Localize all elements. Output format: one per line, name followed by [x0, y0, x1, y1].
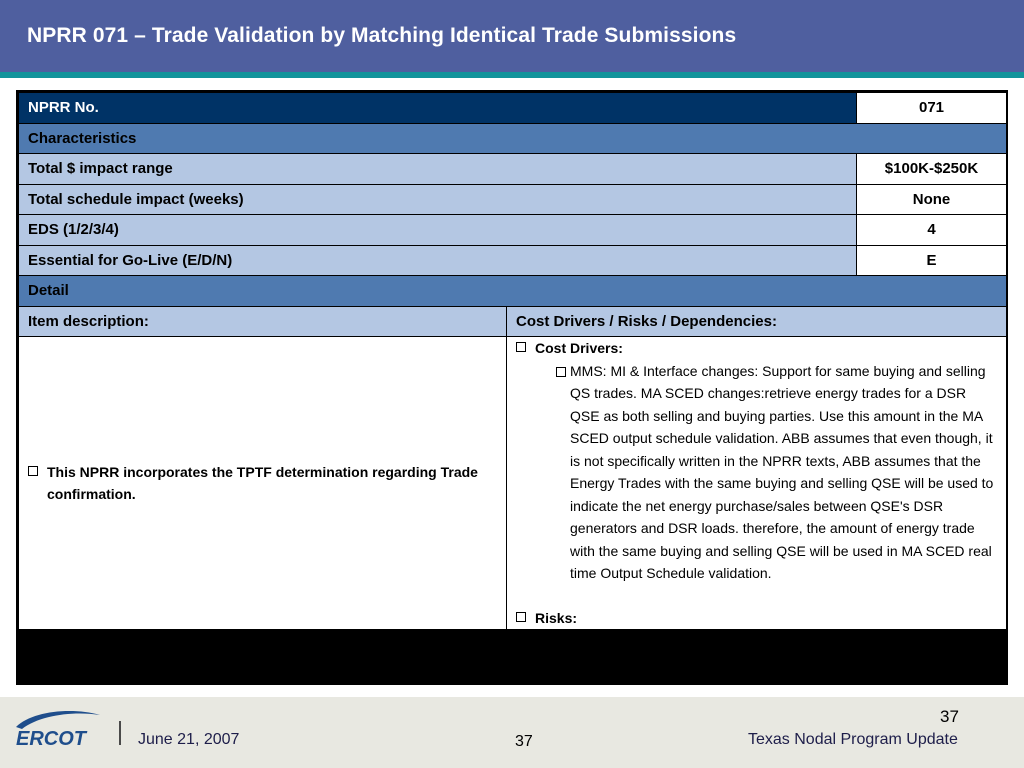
title-stripe [0, 72, 1024, 78]
checkbox-bullet-icon [516, 612, 526, 622]
page-number-right: 37 [940, 707, 959, 726]
cost-drivers-detail: MMS: MI & Interface changes: Support for same buying and selling QS trades. MA SCED changes:retrieve energy trades for a DSR QSE as both selling and buying parties. Use this amount in the MA SCED output schedule validation. ABB assumes that even though, it is not specifically written in the NPRR texts, ABB assumes that the Energy Trades with the same buying and selling QSE will be used to indicate the net energy purchase/sales between QSE's DSR generators and DSR loads. therefore, the amount of energy trade with the same buying and selling QSE will be used in MA SCED real time Output Schedule validation. [570, 362, 994, 581]
row-value-essential: E [857, 245, 1007, 276]
list-item [556, 360, 997, 585]
section-characteristics [19, 123, 1007, 154]
row-value-impact-range: $100K-$250K [857, 154, 1007, 185]
page-number-center: 37 [515, 733, 533, 750]
section-characteristics-label: Characteristics [19, 123, 1007, 154]
cost-drivers-cell [507, 337, 1007, 630]
list-item [516, 337, 997, 360]
footer-divider [119, 721, 121, 745]
table-row [19, 184, 1007, 215]
row-value-schedule-impact: None [857, 184, 1007, 215]
nprr-number-label: NPRR No. [19, 93, 857, 124]
row-label-eds: EDS (1/2/3/4) [19, 215, 857, 246]
table-row [19, 245, 1007, 276]
item-description-cell [19, 337, 507, 630]
checkbox-bullet-icon [516, 342, 526, 352]
section-detail [19, 276, 1007, 307]
risks-label: Risks: [535, 609, 578, 626]
table-row-nprr-number [19, 93, 1007, 124]
slide-title: NPRR 071 – Trade Validation by Matching Identical Trade Submissions [27, 24, 737, 47]
footer-date: June 21, 2007 [138, 731, 240, 748]
list-item [516, 607, 997, 630]
detail-content-row [19, 337, 1007, 630]
detail-column-headers [19, 306, 1007, 337]
row-label-essential: Essential for Go-Live (E/D/N) [19, 245, 857, 276]
col-header-item-description: Item description: [19, 306, 507, 337]
ercot-logo-icon [12, 707, 104, 749]
table-row [19, 154, 1007, 185]
list-item [28, 461, 497, 506]
nprr-number-value: 071 [857, 93, 1007, 124]
logo-text: ERCOT [16, 728, 86, 749]
section-detail-label: Detail [19, 276, 1007, 307]
row-value-eds: 4 [857, 215, 1007, 246]
nprr-table [16, 90, 1008, 685]
nprr-info-table [18, 92, 1007, 630]
checkbox-bullet-icon [28, 466, 38, 476]
col-header-cost-drivers: Cost Drivers / Risks / Dependencies: [507, 306, 1007, 337]
checkbox-bullet-icon [556, 367, 566, 377]
row-label-schedule-impact: Total schedule impact (weeks) [19, 184, 857, 215]
table-row [19, 215, 1007, 246]
cost-drivers-label: Cost Drivers: [535, 340, 623, 356]
item-description-text: This NPRR incorporates the TPTF determination regarding Trade confirmation. [47, 463, 478, 502]
row-label-impact-range: Total $ impact range [19, 154, 857, 185]
footer-program-title: Texas Nodal Program Update [748, 731, 958, 748]
